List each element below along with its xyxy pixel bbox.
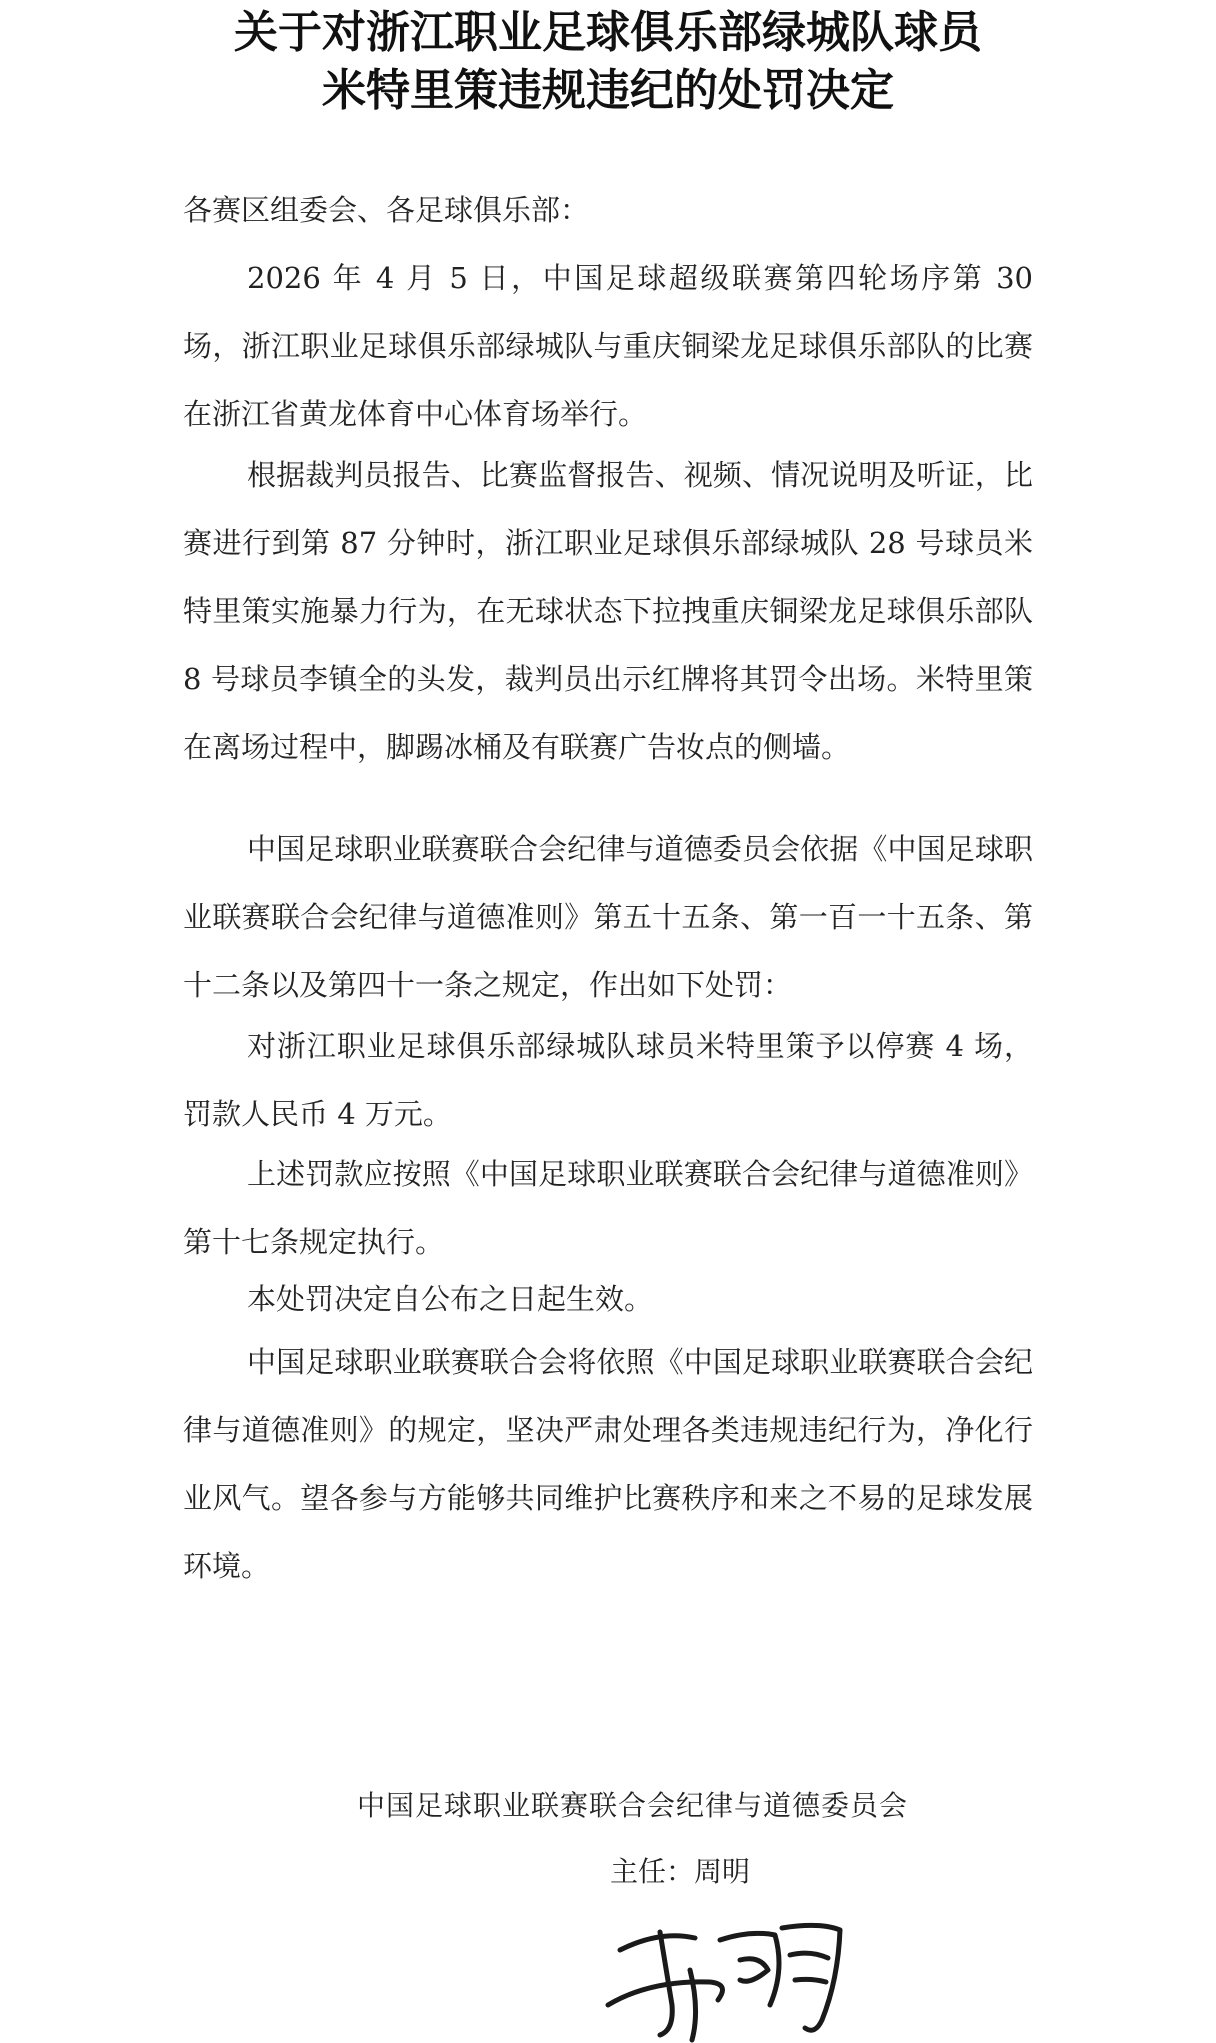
paragraph-closing: 中国足球职业联赛联合会将依照《中国足球职业联赛联合会纪律与道德准则》的规定，坚决严肃处理各类违规违纪行为，净化行业风气。望各参与方能够共同维护比赛秩序和来之不易的足球发展环境。 — [183, 1345, 1033, 1583]
title-line-2: 米特里策违规违纪的处罚决定 — [322, 65, 894, 116]
paragraph-incident: 根据裁判员报告、比赛监督报告、视频、情况说明及听证，比赛进行到第 87 分钟时，浙江职业足球俱乐部绿城队 28 号球员米特里策实施暴力行为，在无球状态下拉拽重庆铜梁龙足球俱乐部队 8 号球员李镇全的头发，裁判员出示红牌将其罚令出场。米特里策在离场过程中，脚踢冰桶及有联赛广告妆点的侧墙。 — [183, 458, 1033, 764]
paragraph-legal-basis: 中国足球职业联赛联合会纪律与道德委员会依据《中国足球职业联赛联合会纪律与道德准则》第五十五条、第一百一十五条、第十二条以及第四十一条之规定，作出如下处罚： — [183, 832, 1033, 1002]
addressee: 各赛区组委会、各足球俱乐部： — [183, 193, 590, 227]
paragraph-effective: 本处罚决定自公布之日起生效。 — [247, 1282, 654, 1316]
signature-role-line: 主任：周明 — [610, 1855, 751, 1888]
paragraph-penalty: 对浙江职业足球俱乐部绿城队球员米特里策予以停赛 4 场，罚款人民币 4 万元。 — [183, 1029, 1033, 1131]
paragraph-match-info: 2026 年 4 月 5 日，中国足球超级联赛第四轮场序第 30 场，浙江职业足球俱乐部绿城队与重庆铜梁龙足球俱乐部队的比赛在浙江省黄龙体育中心体育场举行。 — [183, 261, 1033, 431]
paragraph-fine-execution: 上述罚款应按照《中国足球职业联赛联合会纪律与道德准则》第十七条规定执行。 — [183, 1157, 1033, 1259]
document-title — [0, 4, 1216, 120]
handwritten-signature — [600, 1910, 860, 2043]
signature-organization: 中国足球职业联赛联合会纪律与道德委员会 — [357, 1789, 909, 1822]
title-line-1: 关于对浙江职业足球俱乐部绿城队球员 — [234, 7, 982, 58]
